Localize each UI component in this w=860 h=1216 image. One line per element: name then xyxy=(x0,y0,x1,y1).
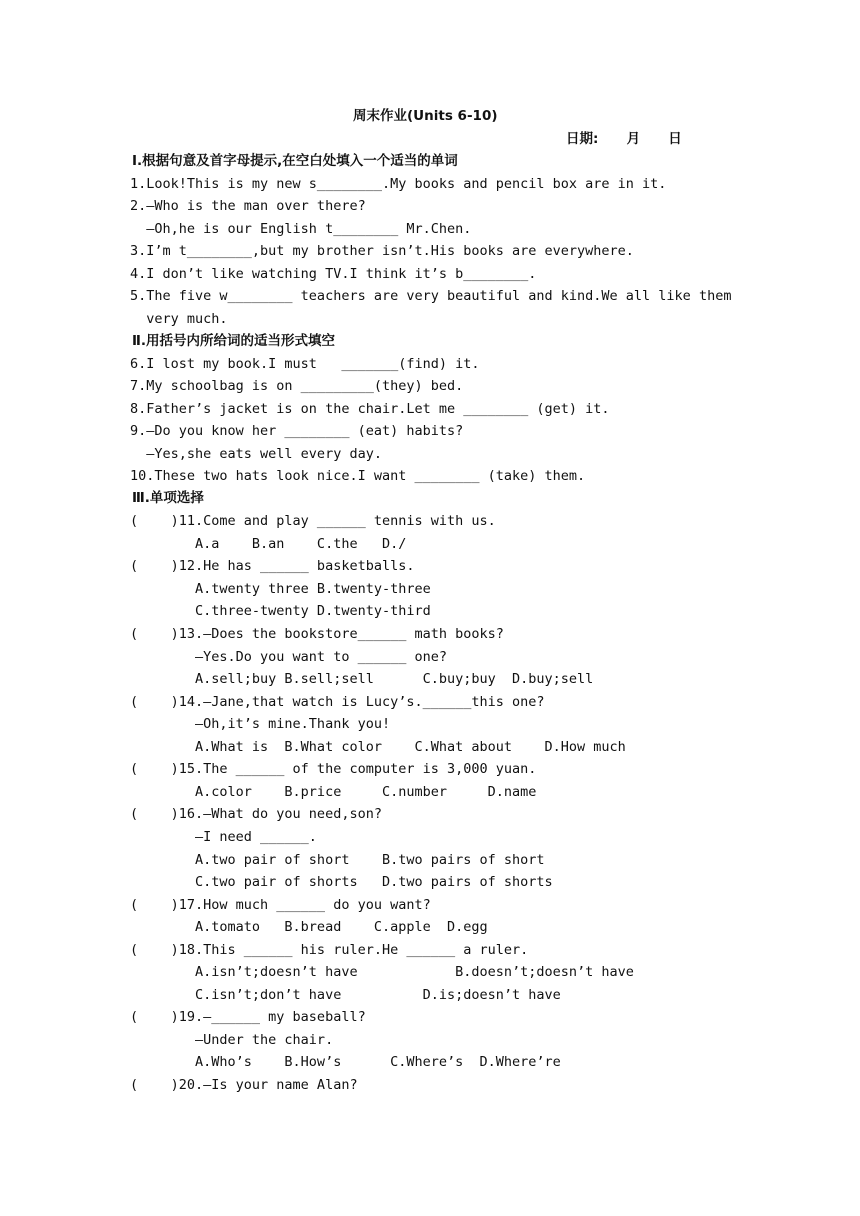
question-line: —Oh,he is our English t________ Mr.Chen. xyxy=(130,221,472,237)
date-line: 日期: 月 日 xyxy=(566,131,682,147)
question-line: ( )18.This ______ his ruler.He ______ a ruler. xyxy=(130,942,529,958)
question-line: 10.These two hats look nice.I want ________ (take) them. xyxy=(130,468,586,484)
question-line: ( )13.—Does the bookstore______ math books? xyxy=(130,626,504,642)
option-line: A.What is B.What color C.What about D.How much xyxy=(130,739,626,755)
question-line: —Yes.Do you want to ______ one? xyxy=(130,649,447,665)
option-line: C.three-twenty D.twenty-third xyxy=(130,603,431,619)
section-heading-2: Ⅱ.用括号内所给词的适当形式填空 xyxy=(132,333,336,349)
question-line: —Under the chair. xyxy=(130,1032,334,1048)
question-line: 4.I don’t like watching TV.I think it’s b________. xyxy=(130,266,537,282)
page-title: 周末作业(Units 6-10) xyxy=(353,108,498,124)
question-line: 9.—Do you know her ________ (eat) habits? xyxy=(130,423,464,439)
question-line: 7.My schoolbag is on _________(they) bed. xyxy=(130,378,464,394)
section-heading-1: Ⅰ.根据句意及首字母提示,在空白处填入一个适当的单词 xyxy=(132,153,458,169)
question-line: ( )16.—What do you need,son? xyxy=(130,806,382,822)
question-line: ( )19.—______ my baseball? xyxy=(130,1009,366,1025)
option-line: A.color B.price C.number D.name xyxy=(130,784,537,800)
option-line: A.isn’t;doesn’t have B.doesn’t;doesn’t have xyxy=(130,964,634,980)
question-line: ( )11.Come and play ______ tennis with us. xyxy=(130,513,496,529)
question-line: —Yes,she eats well every day. xyxy=(130,446,382,462)
question-line: —I need ______. xyxy=(130,829,317,845)
option-line: A.tomato B.bread C.apple D.egg xyxy=(130,919,488,935)
question-line: very much. xyxy=(130,311,228,327)
question-line: ( )20.—Is your name Alan? xyxy=(130,1077,358,1093)
question-line: 6.I lost my book.I must _______(find) it. xyxy=(130,356,480,372)
option-line: C.isn’t;don’t have D.is;doesn’t have xyxy=(130,987,561,1003)
question-line: 2.—Who is the man over there? xyxy=(130,198,366,214)
option-line: A.two pair of short B.two pairs of short xyxy=(130,852,545,868)
option-line: A.a B.an C.the D./ xyxy=(130,536,407,552)
question-line: 1.Look!This is my new s________.My books and pencil box are in it. xyxy=(130,176,667,192)
option-line: C.two pair of shorts D.two pairs of shorts xyxy=(130,874,553,890)
question-line: ( )12.He has ______ basketballs. xyxy=(130,558,415,574)
section-heading-3: Ⅲ.单项选择 xyxy=(132,490,204,506)
option-line: A.sell;buy B.sell;sell C.buy;buy D.buy;sell xyxy=(130,671,594,687)
question-line: 5.The five w________ teachers are very beautiful and kind.We all like them xyxy=(130,288,732,304)
option-line: A.Who’s B.How’s C.Where’s D.Where’re xyxy=(130,1054,561,1070)
option-line: A.twenty three B.twenty-three xyxy=(130,581,431,597)
question-line: ( )15.The ______ of the computer is 3,000 yuan. xyxy=(130,761,537,777)
question-line: 8.Father’s jacket is on the chair.Let me ________ (get) it. xyxy=(130,401,610,417)
question-line: ( )14.—Jane,that watch is Lucy’s.______this one? xyxy=(130,694,545,710)
question-line: —Oh,it’s mine.Thank you! xyxy=(130,716,391,732)
question-line: ( )17.How much ______ do you want? xyxy=(130,897,431,913)
question-line: 3.I’m t________,but my brother isn’t.His books are everywhere. xyxy=(130,243,634,259)
